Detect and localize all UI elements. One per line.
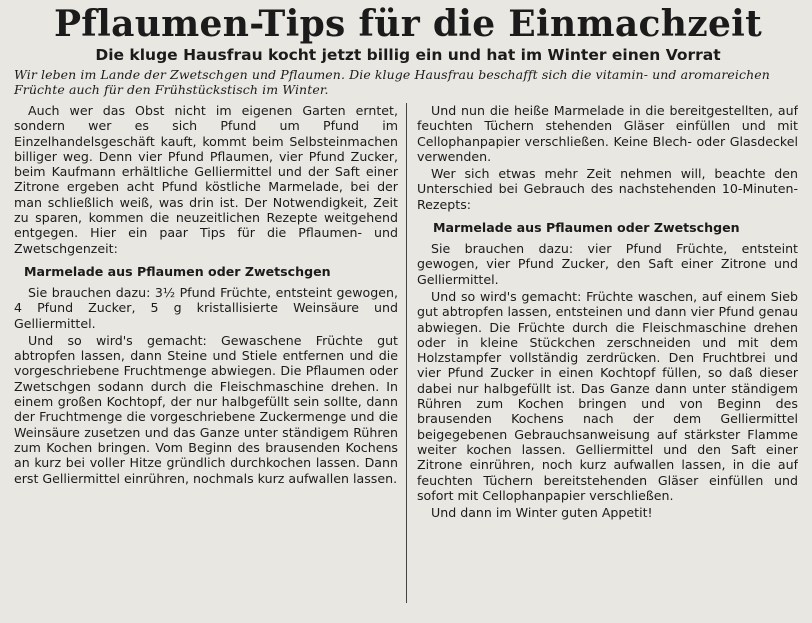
- lead-paragraph: Wir leben im Lande der Zwetschgen und Pflaumen. Die kluge Hausfrau beschafft sich die vitamin- und aromareichen Früchte auch für den Frühstückstisch im Winter.: [14, 67, 770, 97]
- recipe-heading-1: Marmelade aus Pflaumen oder Zwetschgen: [24, 263, 331, 279]
- method-paragraph-1: Und so wird's gemacht: Gewaschene Früchte gut abtropfen lassen, dann Steine und Stiele entfernen und die vorgeschriebene Fruchtmenge abwiegen. Die Pflaumen oder Zwetschgen sodann durch die Fleischmaschine drehen. In einem großen Kochtopf, der nur halbgefüllt sein sollte, dann der Fruchtmenge die vorgeschriebene Zuckermenge und die Weinsäure zusetzen und das Ganze unter ständigem Rühren zum Kochen bringen. Vom Beginn des brausenden Kochens an kurz bei voller Hitze gründlich durchkochen lassen. Dann erst Gelliermittel einrühren, nochmals kurz aufwallen lassen.: [14, 332, 398, 486]
- article-columns: [14, 103, 802, 603]
- advice-paragraph: Wer sich etwas mehr Zeit nehmen will, beachte den Unterschied bei Gebrauch des nachstehenden 10-Minuten-Rezepts:: [417, 166, 798, 212]
- left-column: [14, 103, 406, 603]
- ingredients-paragraph-1: Sie brauchen dazu: 3½ Pfund Früchte, entsteint gewogen, 4 Pfund Zucker, 5 g kristallisierte Weinsäure und Gelliermittel.: [14, 284, 398, 331]
- intro-paragraph: Auch wer das Obst nicht im eigenen Garten erntet, sondern wer es sich Pfund um Pfund im Einzelhandelsgeschäft kauft, kommt beim Selbsteinmachen billiger weg. Denn vier Pfund Pflaumen, vier Pfund Zucker, beim Kaufmann erhältliche Gelliermittel und der Saft einer Zitrone ergeben acht Pfund köstliche Marmelade, bei der man schließlich weiß, was drin ist. Der Notwendigkeit, Zeit zu sparen, kommen die neuzeitlichen Rezepte weitgehend entgegen. Hier ein paar Tips für die Pflaumen- und Zwetschgenzeit:: [14, 103, 398, 256]
- method-paragraph-2: Und so wird's gemacht: Früchte waschen, auf einem Sieb gut abtropfen lassen, entsteinen und dann vier Pfund genau abwiegen. Die Früchte durch die Fleischmaschine drehen oder in kleine Stückchen zerschneiden und mit dem Holzstampfer vollständig zerdrücken. Den Fruchtbrei und vier Pfund Zucker in einen Kochtopf füllen, so daß dieser dabei nur halbgefüllt ist. Das Ganze dann unter ständigem Rühren zum Kochen bringen und von Beginn des brausenden Kochens nach der dem Gelliermittel beigegebenen Gebrauchsanweisung auf stärkster Flamme weiter kochen lassen. Gelliermittel und den Saft einer Zitrone einrühren, noch kurz aufwallen lassen, in die auf feuchten Tüchern bereitstehenden Gläser einfüllen und sofort mit Cellophanpapier verschließen.: [417, 288, 798, 503]
- continuation-paragraph: Und nun die heiße Marmelade in die bereitgestellten, auf feuchten Tüchern stehenden Gläser einfüllen und mit Cellophanpapier verschließen. Keine Blech- oder Glasdeckel verwenden.: [417, 103, 798, 164]
- closing-line: Und dann im Winter guten Appetit!: [431, 505, 653, 521]
- ingredients-paragraph-2: Sie brauchen dazu: vier Pfund Früchte, entsteint gewogen, vier Pfund Zucker, den Saft einer Zitrone und Gelliermittel.: [417, 241, 798, 287]
- right-column: [406, 103, 798, 603]
- headline: Pflaumen-Tips für die Einmachzeit: [53, 3, 763, 45]
- subheadline: Die kluge Hausfrau kocht jetzt billig ein und hat im Winter einen Vorrat: [95, 46, 721, 64]
- recipe-heading-2: Marmelade aus Pflaumen oder Zwetschgen: [433, 220, 740, 236]
